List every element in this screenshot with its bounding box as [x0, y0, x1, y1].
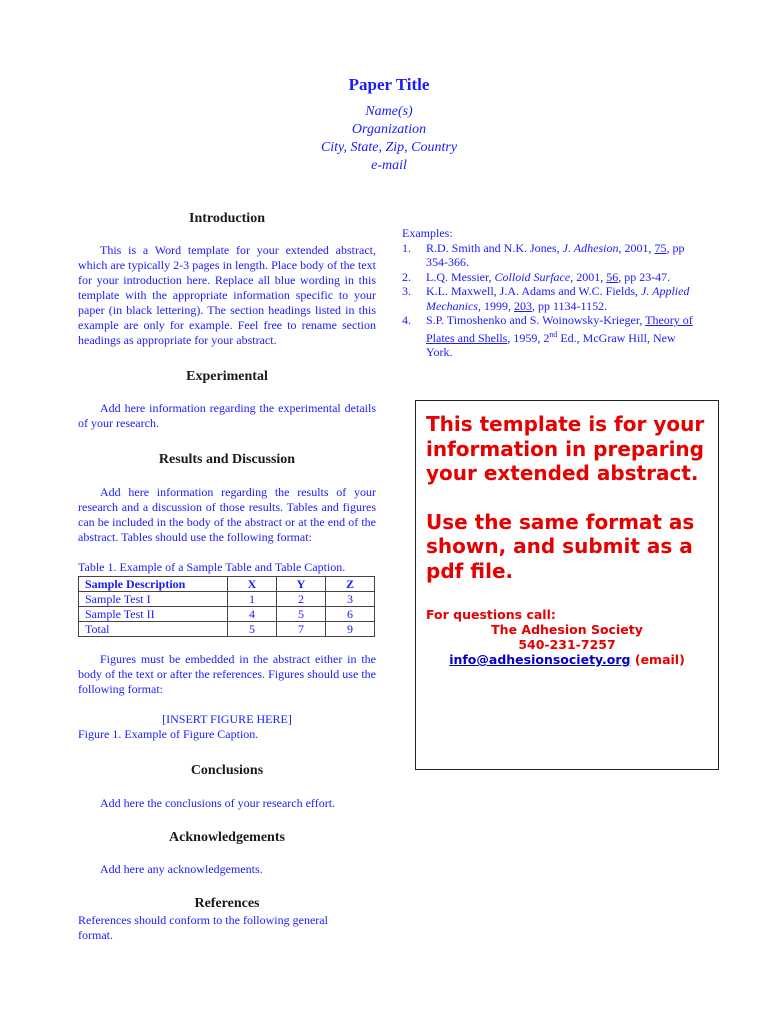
examples-label: Examples: — [402, 226, 453, 240]
reference-authors: R.D. Smith and N.K. Jones, — [426, 240, 563, 255]
table-row — [79, 592, 375, 607]
list-item — [402, 284, 702, 313]
reference-pages: , pp 1134-1152. — [531, 298, 608, 313]
examples-section — [402, 226, 702, 360]
notice-email-line — [416, 652, 718, 667]
introduction-heading: Introduction — [189, 211, 265, 226]
table-cell: 5 — [277, 607, 326, 622]
table-cell: Total — [79, 622, 228, 637]
paper-title: Paper Title — [348, 75, 430, 94]
table-cell: 2 — [277, 592, 326, 607]
reference-year: , 1959, 2 — [507, 330, 550, 345]
notice-organization: The Adhesion Society — [491, 622, 643, 637]
introduction-body: This is a Word template for your extended abstract, which are typically 2-3 pages in length. Place body of the text for your introduction here. Replace all blue wording in this template with the appropriate information specific to your paper (in black lettering). The section headings listed in this example are only for example. Feel free to rename section headings as appropriate for your abstract. — [78, 243, 376, 347]
list-item-number: 1. — [402, 240, 411, 255]
table-header-cell: X — [228, 577, 277, 592]
left-column — [78, 210, 376, 943]
list-item — [402, 241, 702, 270]
contact-email-link[interactable]: info@adhesionsociety.org — [449, 652, 631, 667]
reference-journal: J. Adhesion — [562, 240, 619, 255]
table-row — [79, 622, 375, 637]
list-item-number: 4. — [402, 313, 411, 327]
reference-year: , 2001, — [570, 269, 607, 284]
table-header-cell: Y — [277, 577, 326, 592]
table-cell: Sample Test I — [79, 592, 228, 607]
acknowledgements-heading: Acknowledgements — [169, 830, 285, 845]
table-header-row — [79, 577, 375, 592]
table-caption: Table 1. Example of a Sample Table and Table Caption. — [78, 560, 346, 574]
reference-pages: , pp 354-366. — [426, 240, 685, 269]
sample-table — [78, 576, 375, 637]
notice-questions-label: For questions call: — [426, 607, 556, 622]
table-row — [79, 607, 375, 622]
table-cell: 3 — [326, 592, 375, 607]
reference-volume: 75 — [654, 240, 667, 255]
list-item — [402, 270, 702, 285]
reference-superscript: nd — [549, 329, 558, 339]
table-header-cell: Sample Description — [79, 577, 228, 592]
reference-journal: J. Applied Mechanics — [426, 284, 690, 313]
table-cell: 1 — [228, 592, 277, 607]
author-organization: Organization — [351, 122, 427, 137]
reference-authors: L.Q. Messier, — [426, 269, 495, 284]
author-location: City, State, Zip, Country — [320, 140, 458, 155]
reference-pages: , pp 23-47. — [618, 269, 671, 284]
conclusions-body: Add here the conclusions of your research effort. — [100, 796, 336, 810]
author-email: e-mail — [371, 158, 407, 173]
paper-header — [0, 74, 770, 175]
notice-format-instructions: Use the same format as shown, and submit as a pdf file. — [426, 509, 695, 583]
results-body: Add here information regarding the results of your research and a discussion of those results. Tables and figures can be included in the body of the abstract or at the end of the abstract. Tables should use the following format: — [78, 485, 376, 544]
author-names: Name(s) — [365, 104, 413, 119]
reference-authors: S.P. Timoshenko and S. Woinowsky-Krieger, — [426, 313, 646, 327]
notice-box — [415, 400, 719, 770]
list-item — [402, 313, 702, 360]
contact-email-suffix: (email) — [630, 652, 685, 667]
results-heading: Results and Discussion — [158, 452, 296, 467]
table-header-cell: Z — [326, 577, 375, 592]
reference-book-title: Theory of Plates and Shells — [426, 313, 693, 345]
reference-journal: Colloid Surface — [494, 269, 571, 284]
table-cell: 7 — [277, 622, 326, 637]
experimental-body: Add here information regarding the experimental details of your research. — [78, 401, 376, 430]
experimental-heading: Experimental — [186, 369, 268, 384]
reference-volume: 56 — [606, 269, 619, 284]
table-cell: 5 — [228, 622, 277, 637]
examples-list — [402, 241, 702, 360]
list-item-number: 3. — [402, 284, 411, 298]
table-cell: Sample Test II — [79, 607, 228, 622]
reference-volume: 203 — [513, 298, 532, 313]
author-block — [0, 103, 770, 175]
conclusions-heading: Conclusions — [190, 763, 264, 778]
figures-body: Figures must be embedded in the abstract either in the body of the text or after the references. Figures should use the following format: — [78, 652, 376, 696]
reference-publisher: Ed., McGraw Hill, New York. — [426, 330, 676, 359]
acknowledgements-body: Add here any acknowledgements. — [100, 862, 263, 876]
figure-placeholder: [INSERT FIGURE HERE] — [162, 712, 292, 726]
reference-year: , 2001, — [618, 240, 655, 255]
references-body: References should conform to the following general format. — [78, 913, 328, 942]
figure-caption: Figure 1. Example of Figure Caption. — [78, 727, 259, 741]
table-cell: 9 — [326, 622, 375, 637]
list-item-number: 2. — [402, 269, 411, 284]
notice-template-info: This template is for your information in preparing your extended abstract. — [426, 412, 705, 485]
table-cell: 6 — [326, 607, 375, 622]
references-heading: References — [194, 896, 260, 911]
notice-phone: 540-231-7257 — [518, 637, 616, 652]
reference-authors: K.L. Maxwell, J.A. Adams and W.C. Fields, — [426, 284, 641, 298]
table-cell: 4 — [228, 607, 277, 622]
reference-year: , 1999, — [477, 298, 514, 313]
